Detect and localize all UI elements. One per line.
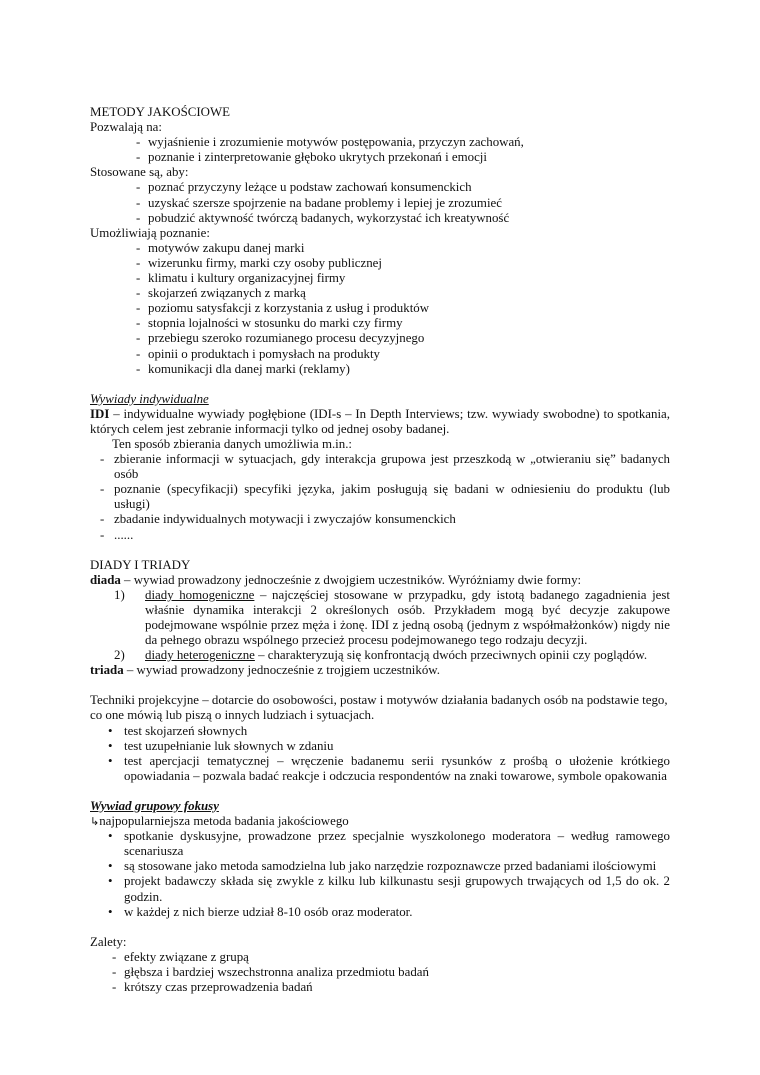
list-item: - wyjaśnienie i zrozumienie motywów postępowania, przyczyn zachowań,	[136, 135, 670, 150]
list-item: - głębsza i bardziej wszechstronna analiza przedmiotu badań	[112, 965, 670, 980]
return-arrow-icon: ↳	[90, 815, 100, 829]
diada-term: diada	[90, 572, 121, 587]
idi-heading: Wywiady indywidualne	[90, 391, 209, 406]
list-item: - przebiegu szeroko rozumianego procesu decyzyjnego	[136, 331, 670, 346]
idi-list	[98, 452, 670, 543]
list-item: - stopnia lojalności w stosunku do marki czy firmy	[136, 316, 670, 331]
form-term: diady homogeniczne	[145, 587, 255, 602]
list-item: - zbieranie informacji w sytuacjach, gdy interakcja grupowa jest przeszkodą w „otwieraniu się” badanych osób	[98, 452, 670, 482]
list-item: • w każdej z nich bierze udział 8-10 osób oraz moderator.	[108, 905, 670, 920]
list-item: • test apercjacji tematycznej – wręczenie badanemu serii rysunków z prośbą o ułożenie krótkiego opowiadania – pozwala badać reakcje i odczucia respondentów na znaki towarowe, symbole opakowania	[108, 754, 670, 784]
list-item: • projekt badawczy składa się zwykle z kilku lub kilkunastu sesji grupowych trwających od 1,5 do ok. 2 godzin.	[108, 874, 670, 904]
triada-text: – wywiad prowadzony jednocześnie z trojgiem uczestników.	[123, 663, 440, 678]
focus-list	[108, 829, 670, 920]
list-item: - skojarzeń związanych z marką	[136, 286, 670, 301]
form-item	[114, 588, 670, 648]
triada-definition	[90, 663, 670, 678]
list-item: - motywów zakupu danej marki	[136, 241, 670, 256]
projective-list	[108, 724, 670, 784]
focus-heading: Wywiad grupowy fokusy	[90, 798, 219, 813]
list-item: - poznanie (specyfikacji) specyfiki języka, jakim posługują się badani w odniesieniu do produktu (lub usługi)	[98, 482, 670, 512]
list-item: - uzyskać szersze spojrzenie na badane problemy i lepiej je zrozumieć	[136, 196, 670, 211]
list-item: - efekty związane z grupą	[112, 950, 670, 965]
list-item: • test uzupełnianie luk słownych w zdaniu	[108, 739, 670, 754]
list-item: - poznać przyczyny leżące u podstaw zachowań konsumenckich	[136, 180, 670, 195]
triada-term: triada	[90, 663, 124, 678]
list-item: - wizerunku firmy, marki czy osoby publicznej	[136, 256, 670, 271]
diada-definition	[90, 573, 670, 588]
section-title: METODY JAKOŚCIOWE	[90, 105, 231, 119]
list-item: - poznanie i zinterpretowanie głęboko ukrytych przekonań i emocji	[136, 150, 670, 165]
list-item: - ......	[98, 528, 670, 543]
list-item: - pobudzić aktywność twórczą badanych, wykorzystać ich kreatywność	[136, 211, 670, 226]
allow-label: Pozwalają na:	[90, 120, 162, 135]
enable-label: Umożliwiają poznanie:	[90, 225, 210, 240]
list-item: - krótszy czas przeprowadzenia badań	[112, 980, 670, 995]
list-item: • spotkanie dyskusyjne, prowadzone przez specjalnie wyszkolonego moderatora – według ramowego scenariusza	[108, 829, 670, 859]
used-label: Stosowane są, aby:	[90, 165, 189, 180]
projective-intro: Techniki projekcyjne – dotarcie do osobowości, postaw i motywów działania badanych osób na podstawie tego, co one mówią lub piszą o innych ludziach i sytuacjach.	[90, 693, 668, 723]
document-page	[90, 105, 670, 995]
form-text: – charakteryzują się konfrontacją dwóch przeciwnych opinii czy poglądów.	[254, 648, 648, 663]
list-item: - klimatu i kultury organizacyjnej firmy	[136, 271, 670, 286]
idi-method-line: Ten sposób zbierania danych umożliwia m.in.:	[112, 436, 353, 451]
focus-subline	[90, 814, 670, 829]
form-item	[114, 648, 670, 663]
list-item: - opinii o produktach i pomysłach na produkty	[136, 347, 670, 362]
diada-text: – wywiad prowadzony jednocześnie z dwojgiem uczestników. Wyróżniamy dwie formy:	[120, 572, 582, 587]
enable-list	[136, 241, 670, 377]
allow-list	[136, 135, 670, 165]
diady-forms-list	[114, 588, 670, 663]
form-number: 1)	[114, 587, 125, 602]
form-text: – najczęściej stosowane w przypadku, gdy istotą badanego zagadnienia jest właśnie dynamika interakcji 2 określonych osób. Przykładem mogą być decyzje zakupowe podejmowane wspólnie przez męża i żonę. IDI z jedną osobą (jednym z współmałżonków) nigdy nie da pełnego obrazu wspólnego przecież procesu podejmowanego tego rodzaju decyzji.	[145, 587, 670, 648]
form-number: 2)	[114, 648, 125, 663]
list-item: • test skojarzeń słownych	[108, 724, 670, 739]
form-term: diady heterogeniczne	[145, 648, 255, 663]
list-item: - poziomu satysfakcji z korzystania z usług i produktów	[136, 301, 670, 316]
used-list	[136, 180, 670, 225]
list-item: • są stosowane jako metoda samodzielna lub jako narzędzie rozpoznawcze przed badaniami ilościowymi	[108, 859, 670, 874]
advantages-label: Zalety:	[90, 934, 127, 949]
list-item: - zbadanie indywidualnych motywacji i zwyczajów konsumenckich	[98, 512, 670, 527]
diady-title: DIADY I TRIADY	[90, 557, 191, 572]
idi-definition	[90, 407, 670, 437]
idi-text: – indywidualne wywiady pogłębione (IDI-s – In Depth Interviews; tzw. wywiady swobodne) to spotkania, których celem jest zebranie informacji tylko od jednej osoby badanej.	[90, 406, 670, 436]
idi-term: IDI	[90, 406, 110, 421]
focus-subline-text: najpopularniejsza metoda badania jakościowego	[99, 814, 349, 829]
list-item: - komunikacji dla danej marki (reklamy)	[136, 362, 670, 377]
advantages-list	[112, 950, 670, 995]
